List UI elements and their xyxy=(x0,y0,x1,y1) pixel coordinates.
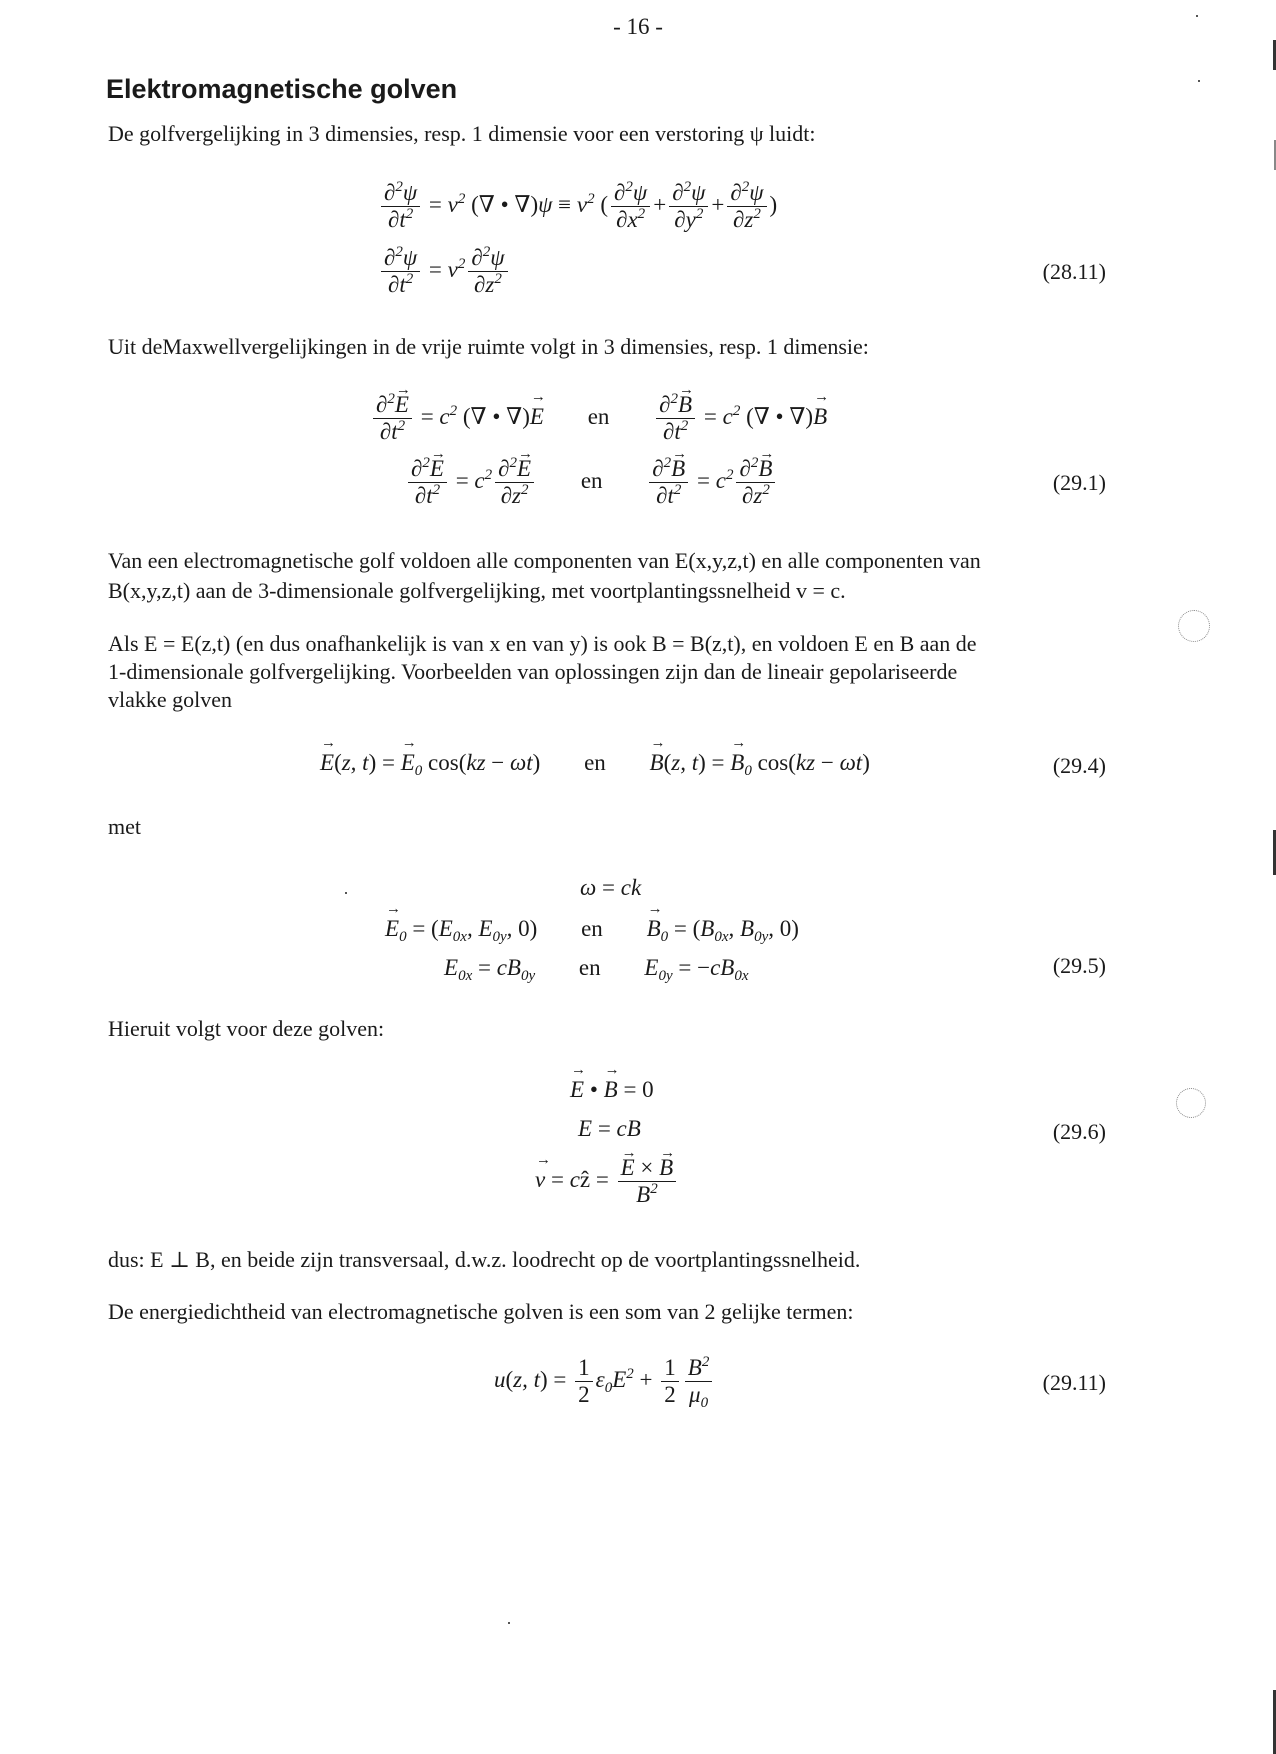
plane-wave-paragraph-line2: 1-dimensionale golfvergelijking. Voorbeelden van oplossingen zijn dan de lineair gepolariseerde xyxy=(108,659,958,684)
amplitude-vectors: → $E_0 = (E_{0x}$, $E_{0y}$, 0) en → $B_0 = (B_{0x}$, $B_{0y}$, 0) xyxy=(385,916,799,942)
energy-paragraph: De energiedichtheid van electromagnetische golven is een som van 2 gelijke termen: xyxy=(108,1299,854,1324)
maxwell-paragraph: Uit deMaxwellvergelijkingen in de vrije ruimte volgt in 3 dimensies, resp. 1 dimensie: xyxy=(108,334,869,359)
en-word: en xyxy=(581,916,603,941)
scan-dot xyxy=(1198,80,1200,82)
page-number: - 16 - xyxy=(613,14,663,39)
en-word: en xyxy=(584,750,606,775)
orthogonality-equation: → E • → B = 0 xyxy=(570,1077,654,1103)
magnitude-equation: E = cB xyxy=(578,1116,641,1141)
consequence-paragraph: Hieruit volgt voor deze golven: xyxy=(108,1016,385,1041)
plane-wave-paragraph-line3: vlakke golven xyxy=(108,687,233,712)
wave-equation-3d: $\frac{\partial^2\psi}{\partial t^2}$ = $v^2$ (∇ • $\nabla)\psi \equiv v^2$ ( $\frac{\partial^2\psi}{\partial x^2}$ + $\frac{\partial^2\psi}{\partial y^2}$ + $\frac{\partial^2\psi}{\partial z^2}$ ) xyxy=(378,180,777,233)
scan-speck xyxy=(1176,1088,1206,1118)
maxwell-wave-3d: $\frac{\partial^2\to E}{\partial t^2}$ = $c^2$ (∇ • ∇)→ E en $\frac{\partial^2\to B}{\partial t^2}$ = $c^2$ (∇ • ∇)→ B xyxy=(370,392,827,445)
energy-density-equation: u(z, t) = $\frac{1}{2}$ $\varepsilon_0E^2$ + $\frac{1}{2}$ $\frac{B^2}{\mu_0}$ xyxy=(494,1355,715,1408)
scan-dot xyxy=(508,1622,510,1624)
transversal-paragraph: dus: E ⊥ B, en beide zijn transversaal, d.w.z. loodrecht op de voortplantingssnelheid. xyxy=(108,1247,861,1272)
dispersion-relation: ω = ck xyxy=(580,875,642,900)
scan-dot xyxy=(345,892,347,894)
section-title: Elektromagnetische golven xyxy=(106,74,458,104)
em-wave-paragraph-line2: B(x,y,z,t) aan de 3-dimensionale golfvergelijking, met voortplantingssnelheid v = c. xyxy=(108,578,846,603)
plane-wave-solutions: → E(z, t) = → $E_0$ cos(kz − ωt) en → B(z, t) = → $B_0$ cos(kz − ωt) xyxy=(320,750,870,776)
met-word: met xyxy=(108,814,141,839)
intro-paragraph: De golfvergelijking in 3 dimensies, resp. 1 dimensie voor een verstoring ψ luidt: xyxy=(108,121,816,146)
velocity-equation: → v = cẑ = → $\frac{E \times \to B}{B^2}$ xyxy=(535,1155,679,1208)
equation-number-29-1: (29.1) xyxy=(1052,470,1106,495)
equation-number-28-11: (28.11) xyxy=(1042,259,1106,284)
scan-speck xyxy=(1178,610,1210,642)
en-word: en xyxy=(587,403,610,429)
em-wave-paragraph-line1: Van een electromagnetische golf voldoen alle componenten van E(x,y,z,t) en alle componenten van xyxy=(108,548,981,573)
plane-wave-paragraph-line1: Als E = E(z,t) (en dus onafhankelijk is van x en van y) is ook B = B(z,t), en voldoen E en B aan de xyxy=(108,631,977,656)
equation-number-29-11: (29.11) xyxy=(1042,1370,1106,1395)
equation-number-29-4: (29.4) xyxy=(1052,753,1106,778)
scan-dot xyxy=(1196,15,1198,17)
en-word: en xyxy=(580,467,603,493)
equation-number-29-5: (29.5) xyxy=(1052,953,1106,978)
en-word: en xyxy=(578,955,601,980)
maxwell-wave-1d: $\frac{\partial^2\to E}{\partial t^2}$ = $c^2$ $\frac{\partial^2\to E}{\partial z^2}$ en $\frac{\partial^2\to B}{\partial t^2}$ = $c^2$ $\frac{\partial^2\to B}{\partial z^2}$ xyxy=(405,456,778,509)
amplitude-relations: $E_{0x} = cB_{0y}$ en $E_{0y} = -cB_{0x}$ xyxy=(444,955,749,984)
wave-equation-1d: $\frac{\partial^2\psi}{\partial t^2}$ = $v^2$ $\frac{\partial^2\psi}{\partial z^2}$ xyxy=(378,245,511,298)
equation-number-29-6: (29.6) xyxy=(1052,1119,1106,1144)
